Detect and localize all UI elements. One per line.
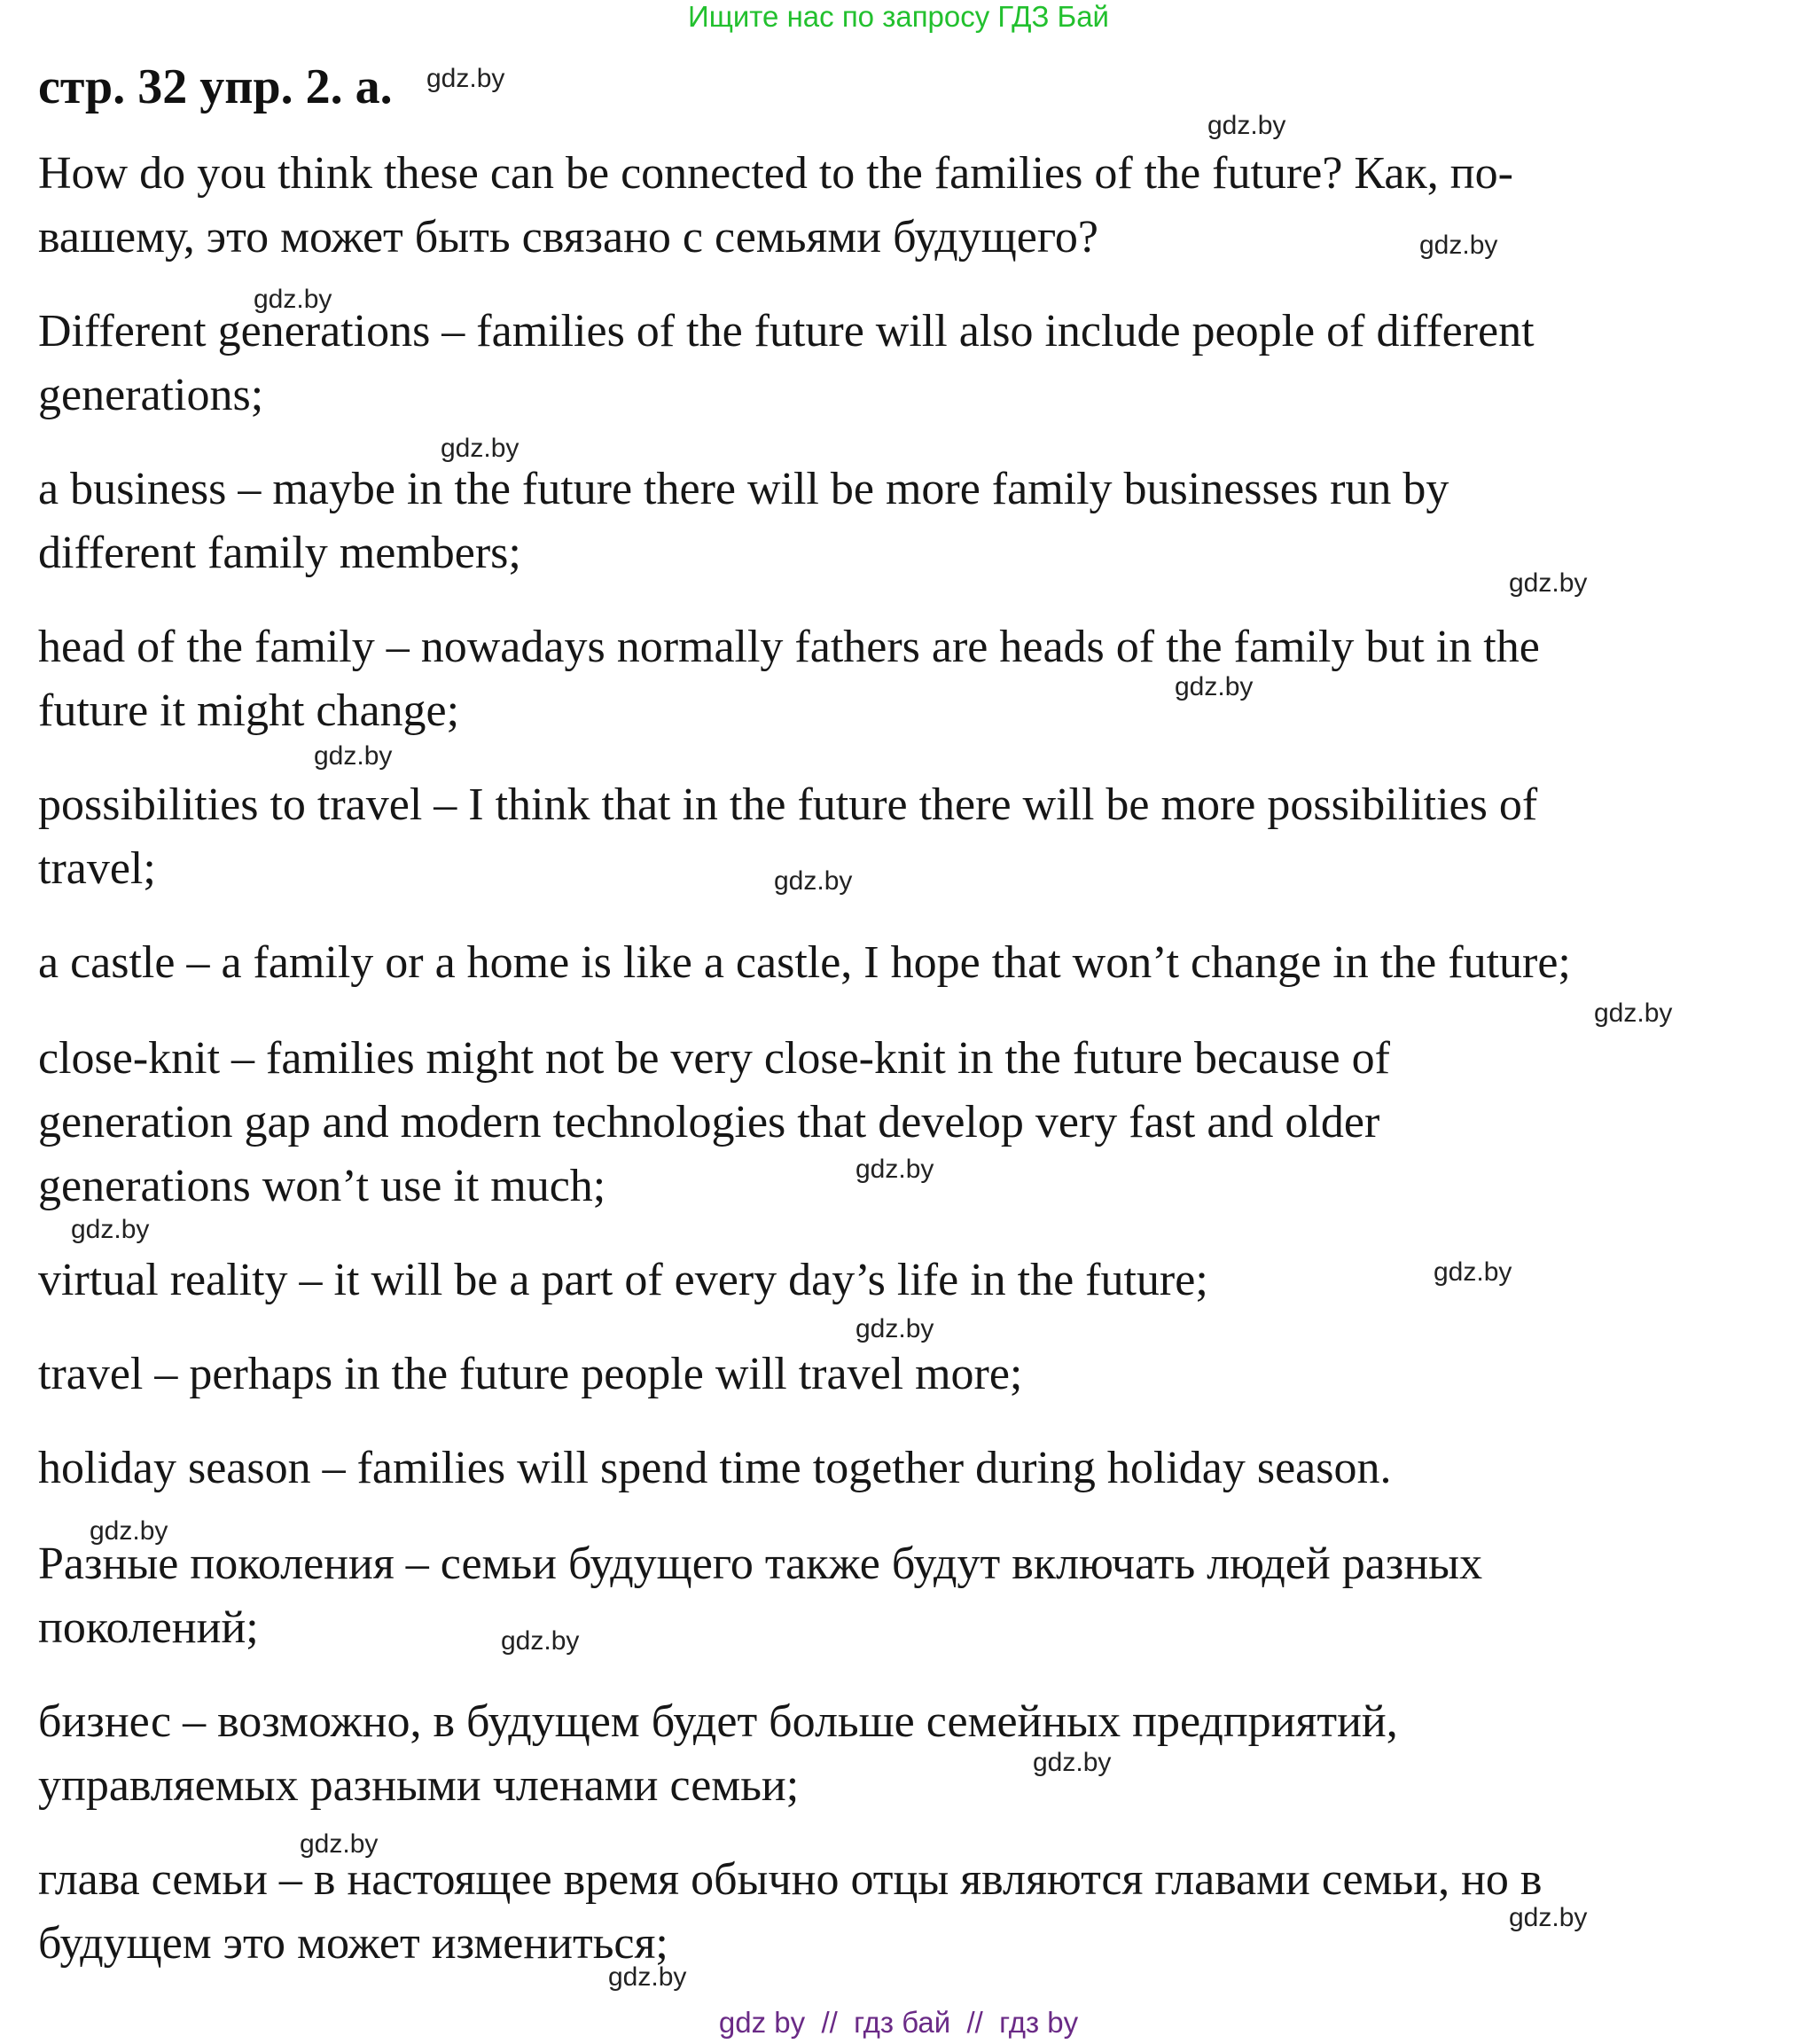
text-line: поколений; [38,1602,259,1653]
watermark-text: gdz.by [501,1626,580,1656]
text-line: How do you think these can be connected to the families of the future? Как, по- [38,148,1513,199]
answer-paragraph [38,1027,1785,1218]
text-line: Different generations – families of the future will also include people of different [38,306,1535,356]
text-line: travel – perhaps in the future people will travel more; [38,1349,1023,1399]
text-line: глава семьи – в настоящее время обычно отцы являются главами семьи, но в [38,1854,1543,1905]
text-line: a castle – a family or a home is like a castle, I hope that won’t change in the future; [38,937,1571,988]
watermark-text: gdz.by [71,1215,150,1244]
watermark-text: gdz.by [1207,111,1286,140]
question-paragraph [38,142,1785,270]
watermark-text: gdz.by [314,741,393,771]
answer-paragraph [38,1249,1785,1312]
text-line: virtual reality – it will be a part of every day’s life in the future; [38,1255,1208,1305]
watermark-text: gdz.by [1419,231,1498,260]
answer-paragraph [38,458,1785,585]
text-line: Разные поколения – семьи будущего также будут включать людей разных [38,1539,1483,1589]
text-line: close-knit – families might not be very close-knit in the future because of [38,1033,1390,1084]
watermark-text: gdz.by [1594,999,1673,1028]
answer-paragraph [38,773,1785,901]
watermark-text: gdz.by [426,64,505,93]
answer-paragraph [38,300,1785,427]
watermark-text: gdz.by [90,1516,168,1546]
watermark-text: gdz.by [1434,1257,1512,1287]
watermark-text: gdz.by [608,1962,687,1992]
text-line: different family members; [38,528,521,578]
watermark-text: gdz.by [856,1155,934,1184]
answer-paragraph [38,1437,1785,1500]
watermark-text: gdz.by [254,285,332,314]
watermark-text: gdz.by [1509,1903,1588,1932]
text-line: future it might change; [38,685,460,736]
watermark-text: gdz.by [441,434,520,463]
text-line: head of the family – nowadays normally fathers are heads of the family but in the [38,622,1540,672]
exercise-heading: стр. 32 упр. 2. а. [38,59,393,114]
text-line: generations won’t use it much; [38,1161,606,1211]
text-line: вашему, это может быть связано с семьями будущего? [38,212,1098,262]
answer-paragraph [38,615,1785,743]
watermark-text: gdz.by [774,866,853,896]
watermark-text: gdz.by [856,1314,934,1343]
translation-paragraph [38,1532,1785,1660]
text-line: generation gap and modern technologies that develop very fast and older [38,1097,1380,1147]
answer-paragraph [38,931,1785,995]
answer-paragraph [38,1343,1785,1406]
text-line: будущем это может измениться; [38,1918,668,1969]
top-banner: Ищите нас по запросу ГДЗ Бай [688,0,1109,33]
watermark-text: gdz.by [1175,672,1254,701]
watermark-text: gdz.by [1509,568,1588,598]
bottom-banner: gdz by // гдз бай // гдз by [718,2006,1079,2039]
text-line: управляемых разными членами семьи; [38,1760,800,1811]
text-line: holiday season – families will spend time together during holiday season. [38,1443,1392,1493]
watermark-text: gdz.by [300,1829,379,1859]
translation-paragraph [38,1690,1785,1818]
watermark-text: gdz.by [1033,1748,1112,1777]
text-line: possibilities to travel – I think that in the future there will be more possibilities of [38,779,1538,830]
text-line: бизнес – возможно, в будущем будет больше семейных предприятий, [38,1696,1398,1747]
text-line: a business – maybe in the future there will be more family businesses run by [38,464,1449,514]
text-line: generations; [38,370,264,420]
text-line: travel; [38,843,156,894]
